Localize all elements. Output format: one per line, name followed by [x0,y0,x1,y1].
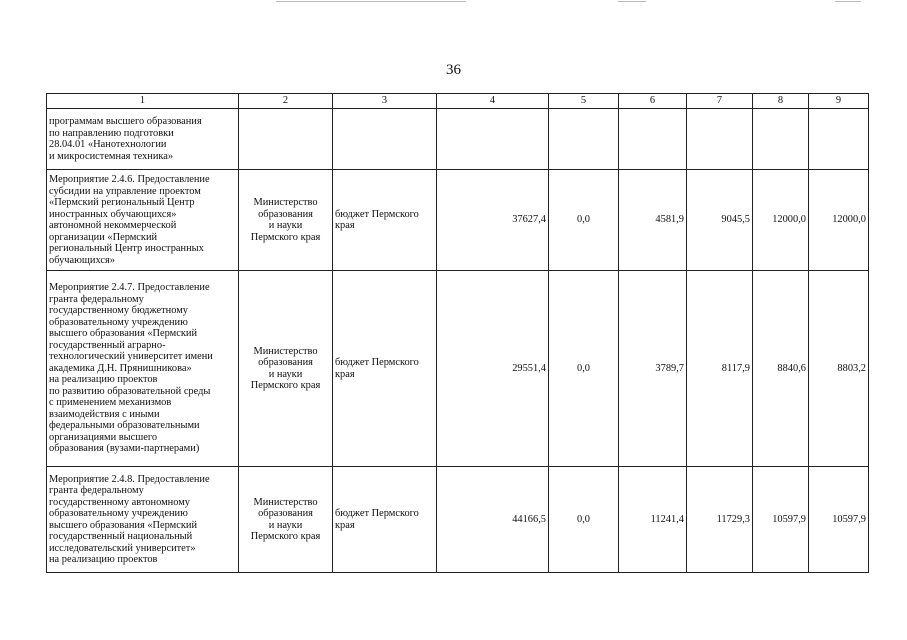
measure-name-line: «Пермский региональный Центр [49,197,195,208]
measure-name-line: академика Д.Н. Прянишникова» [49,362,192,374]
executor-cell [239,170,333,271]
measure-name-line: с применением механизмов [49,397,172,409]
measure-name-line: на реализацию проектов [49,374,158,386]
measure-name-line: гранта федеральному [49,485,144,496]
column-header-8: 8 [753,94,809,109]
year-2-amount-cell: 4581,9 [619,170,687,271]
measure-name-line: Мероприятие 2.4.6. Предоставление [49,174,210,185]
measure-name-line: организациями высшего [49,431,158,443]
executor-cell [239,109,333,170]
column-header-3: 3 [333,94,437,109]
measure-name-cell [47,109,239,170]
year-4-amount-cell: 8840,6 [753,271,809,467]
executor-line: образования [258,357,313,368]
total-amount-cell: 29551,4 [437,271,549,467]
executor-line: образования [258,508,313,519]
measure-name-line: программам высшего образования [49,116,202,127]
measure-name-line: государственный аграрно- [49,339,166,351]
funding-source-cell [333,467,437,573]
year-3-amount-cell: 11729,3 [687,467,753,573]
executor-line: Министерство [253,345,318,357]
executor-cell [239,467,333,573]
table-row [47,109,869,170]
measure-name-line: на реализацию проектов [49,554,158,565]
year-1-amount-cell: 0,0 [549,271,619,467]
table-row [47,271,869,467]
measure-name-line: образовательному учреждению [49,316,188,328]
year-3-amount-cell: 9045,5 [687,170,753,271]
table-row [47,170,869,271]
column-header-6: 6 [619,94,687,109]
year-5-amount-cell: 10597,9 [809,467,869,573]
measure-name-line: иностранных обучающихся» [49,208,177,220]
column-header-7: 7 [687,94,753,109]
measure-name-line: организации «Пермский [49,231,158,243]
executor-line: образования [258,208,313,220]
year-1-amount-cell [549,109,619,170]
column-header-1: 1 [47,94,239,109]
executor-line: Пермского края [250,231,321,243]
measure-name-line: Мероприятие 2.4.8. Предоставление [49,473,210,485]
executor-line: и науки [268,220,303,231]
year-5-amount-cell: 12000,0 [809,170,869,271]
measure-name-line: государственному бюджетному [49,305,188,317]
measure-name-line: по развитию образовательной среды [49,385,211,397]
measure-name-line: и микросистемная техника» [49,150,174,162]
measure-name-line: региональный Центр иностранных [49,243,204,254]
total-amount-cell: 44166,5 [437,467,549,573]
year-5-amount-cell [809,109,869,170]
executor-line: Пермского края [250,380,321,391]
executor-line: и науки [268,368,303,380]
column-header-2: 2 [239,94,333,109]
year-4-amount-cell: 10597,9 [753,467,809,573]
measure-name-line: 28.04.01 «Нанотехнологии [49,139,167,150]
measure-name-line: высшего образования «Пермский [49,519,198,531]
measure-name-line: субсидии на управление проектом [49,185,201,197]
funding-source-line: бюджет Пермского [335,208,419,220]
total-amount-cell [437,109,549,170]
year-3-amount-cell [687,109,753,170]
measure-name-line: технологический университет имени [49,351,213,363]
measure-name-line: государственному автономному [49,496,190,508]
funding-source-cell [333,170,437,271]
column-header-4: 4 [437,94,549,109]
year-2-amount-cell [619,109,687,170]
budget-table [46,93,869,573]
funding-source-cell [333,109,437,170]
year-1-amount-cell: 0,0 [549,170,619,271]
year-5-amount-cell: 8803,2 [809,271,869,467]
executor-cell [239,271,333,467]
table-body [47,109,869,573]
year-3-amount-cell: 8117,9 [687,271,753,467]
year-1-amount-cell: 0,0 [549,467,619,573]
measure-name-line: образования (вузами-партнерами) [49,443,200,455]
funding-source-line: края [335,519,355,531]
column-header-9: 9 [809,94,869,109]
funding-source-line: края [335,368,355,380]
column-header-5: 5 [549,94,619,109]
measure-name-line: по направлению подготовки [49,127,174,139]
executor-line: и науки [268,519,303,531]
measure-name-line: федеральными образовательными [49,420,200,432]
measure-name-line: высшего образования «Пермский [49,328,198,340]
executor-line: Министерство [253,197,318,208]
measure-name-line: взаимодействия с иными [49,408,160,420]
measure-name-line: образовательному учреждению [49,508,188,519]
header-row [47,94,869,109]
executor-line: Министерство [253,496,318,508]
measure-name-line: автономной некоммерческой [49,220,177,231]
funding-source-line: бюджет Пермского [335,357,419,368]
table-row [47,467,869,573]
funding-source-line: края [335,220,355,231]
funding-source-cell [333,271,437,467]
measure-name-line: гранта федеральному [49,293,144,305]
measure-name-line: обучающихся» [49,254,115,266]
measure-name-cell [47,271,239,467]
year-2-amount-cell: 3789,7 [619,271,687,467]
year-4-amount-cell [753,109,809,170]
measure-name-cell [47,170,239,271]
page-number: 36 [446,62,461,78]
funding-source-line: бюджет Пермского [335,508,419,519]
year-4-amount-cell: 12000,0 [753,170,809,271]
total-amount-cell: 37627,4 [437,170,549,271]
measure-name-line: государственный национальный [49,531,193,542]
scan-edge-artifacts [0,0,907,4]
measure-name-cell [47,467,239,573]
year-2-amount-cell: 11241,4 [619,467,687,573]
measure-name-line: исследовательский университет» [49,542,196,554]
executor-line: Пермского края [250,531,321,542]
measure-name-line: Мероприятие 2.4.7. Предоставление [49,282,210,294]
